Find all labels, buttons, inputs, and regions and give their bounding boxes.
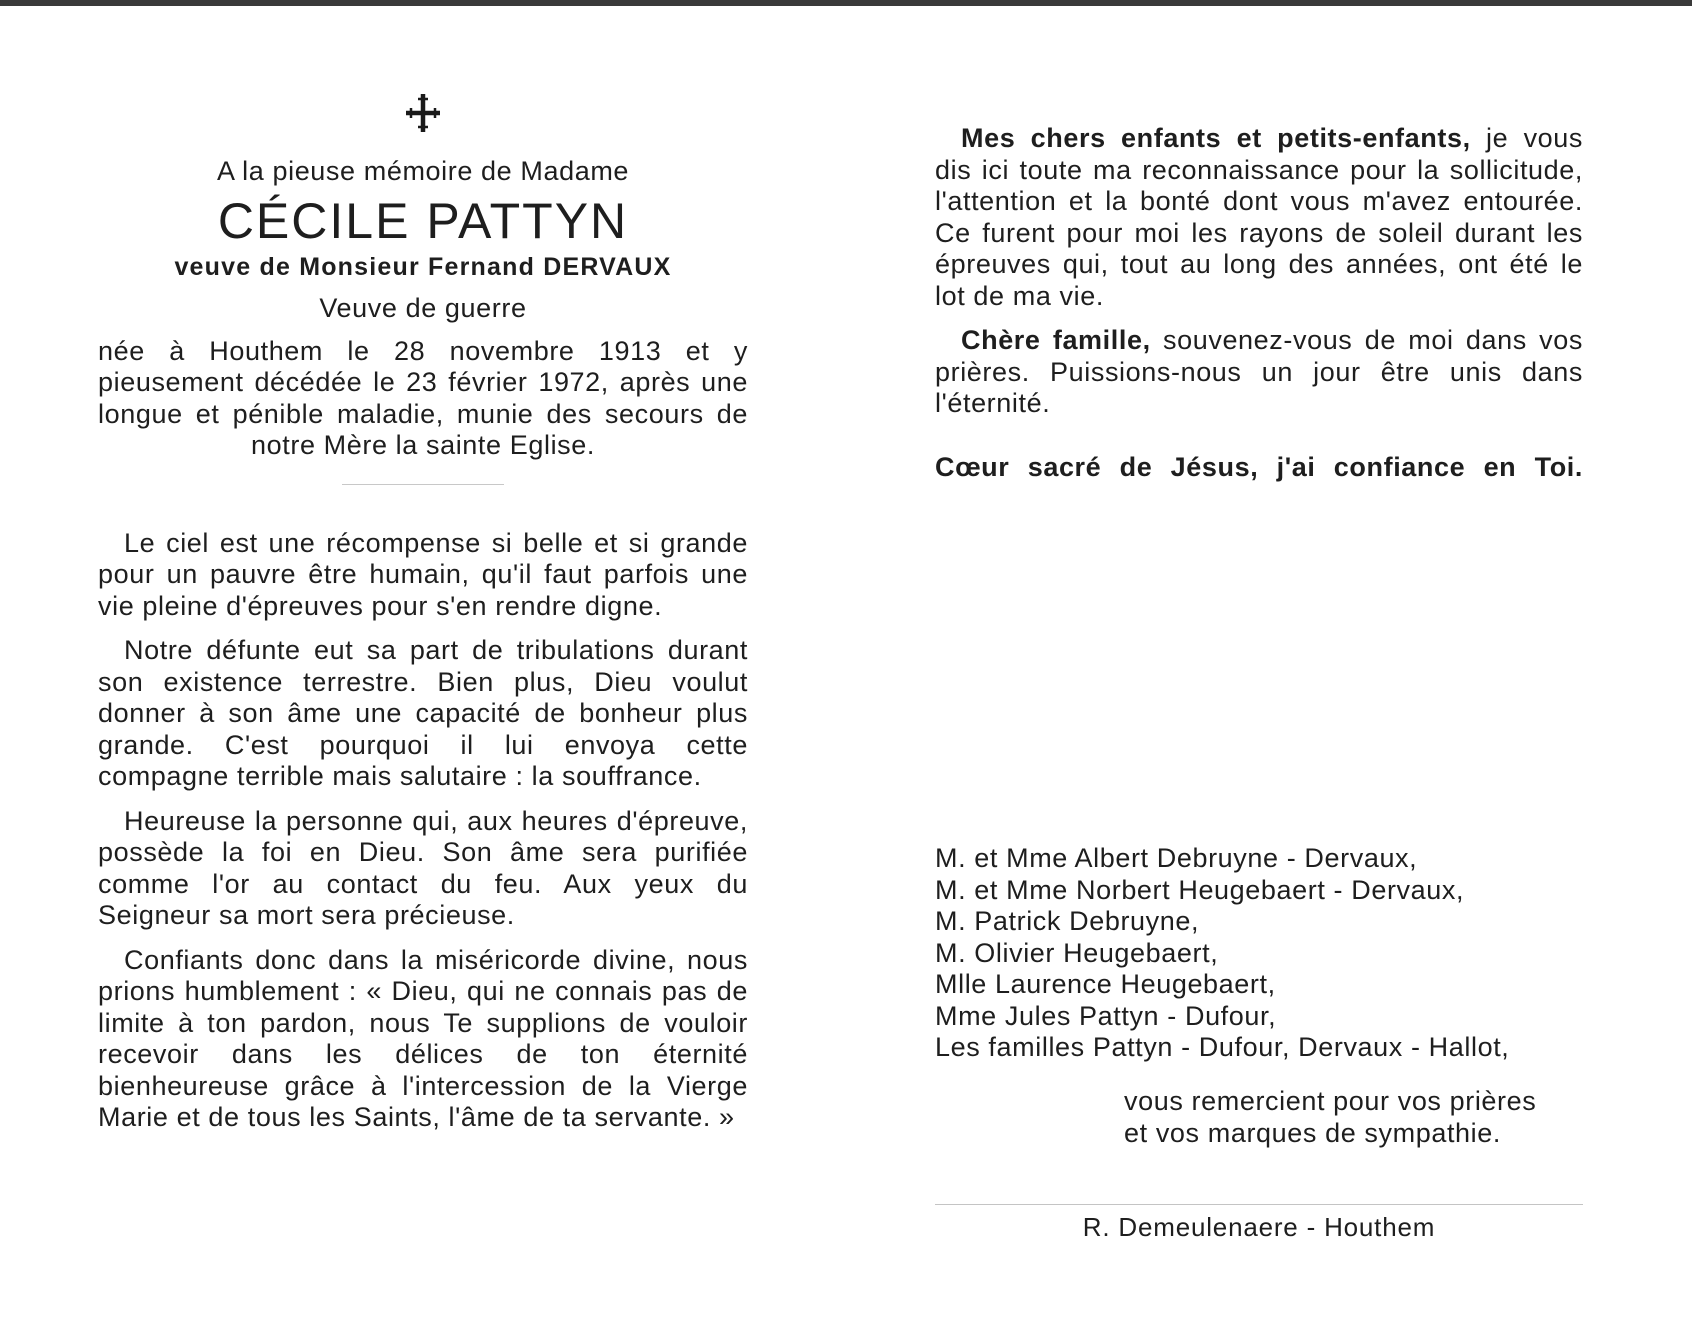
message-to-family-body: souvenez-vous de moi dans vos prières. Puissions-nous un jour être unis dans l'éternité. [935, 325, 1583, 418]
mourner-line: M. Olivier Heugebaert, [935, 937, 1219, 968]
prayer-paragraph: Confiants donc dans la miséricorde divine, nous prions humblement : « Dieu, qui ne connais pas de limite à ton pardon, nous Te supplions de vouloir recevoir dans les délices de ton éternité bienheureuse grâce à l'intercession de la Vierge Marie et de tous les Saints, l'âme de ta servante. » [98, 944, 748, 1132]
mourner-line: M. Patrick Debruyne, [935, 906, 1200, 936]
deceased-name: CÉCILE PATTYN [217, 192, 629, 249]
message-to-children [935, 123, 1583, 312]
message-to-children-salutation: Mes chers enfants et petits-enfants, [961, 123, 1471, 153]
left-column [98, 92, 748, 1134]
meditation-paragraph: Heureuse la personne qui, aux heures d'épreuve, possède la foi en Dieu. Son âme sera purifiée comme l'or au contact du feu. Aux yeux du Seigneur sa mort sera précieuse. [98, 805, 748, 930]
right-column [935, 123, 1583, 483]
meditation-paragraph: Notre défunte eut sa part de tribulations durant son existence terrestre. Bien plus, Dieu voulut donner à son âme une capacité de bonheur plus grande. C'est pourquoi il lui envoya cette compagne terrible mais salutaire : la souffrance. [98, 635, 748, 791]
message-to-children-body: je vous dis ici toute ma reconnaissance pour la sollicitude, l'attention et la bonté dont vous m'avez entourée. Ce furent pour moi les rayons de soleil durant les épreuves qui, tout au long des années, ont été le lot de ma vie. [935, 123, 1583, 311]
cross-icon [403, 92, 443, 134]
message-to-family [935, 325, 1583, 420]
biography: née à Houthem le 28 novembre 1913 et y pieusement décédée le 23 février 1972, après une longue et pénible maladie, munie des secours de notre Mère la sainte Eglise. [98, 335, 748, 460]
memorial-intro: A la pieuse mémoire de Madame [216, 156, 630, 186]
footer-divider [935, 1204, 1583, 1205]
widow-of-line: veuve de Monsieur Fernand DERVAUX [174, 252, 672, 281]
war-widow-line: Veuve de guerre [319, 293, 527, 323]
section-divider [342, 484, 504, 485]
meditation-paragraph: Le ciel est une récompense si belle et si grande pour un pauvre être humain, qu'il faut parfois une vie pleine d'épreuves pour s'en rendre digne. [98, 527, 748, 621]
card-top-edge [0, 0, 1692, 6]
mourner-line: Mlle Laurence Heugebaert, [935, 969, 1276, 999]
message-to-family-salutation: Chère famille, [961, 325, 1151, 355]
closing-prayer: Cœur sacré de Jésus, j'ai confiance en Toi. [935, 451, 1583, 482]
thanks-line: et vos marques de sympathie. [1124, 1117, 1501, 1148]
printer-credit: R. Demeulenaere - Houthem [1082, 1212, 1436, 1242]
mourner-line: M. et Mme Norbert Heugebaert - Dervaux, [935, 874, 1465, 905]
mourner-line: Les familles Pattyn - Dufour, Dervaux - Hallot, [935, 1032, 1510, 1062]
mourners-list [935, 843, 1583, 1064]
thanks-note [1124, 1086, 1536, 1149]
mourner-line: Mme Jules Pattyn - Dufour, [935, 1000, 1277, 1031]
thanks-line: vous remercient pour vos prières [1124, 1086, 1537, 1116]
mourner-line: M. et Mme Albert Debruyne - Dervaux, [935, 843, 1418, 873]
